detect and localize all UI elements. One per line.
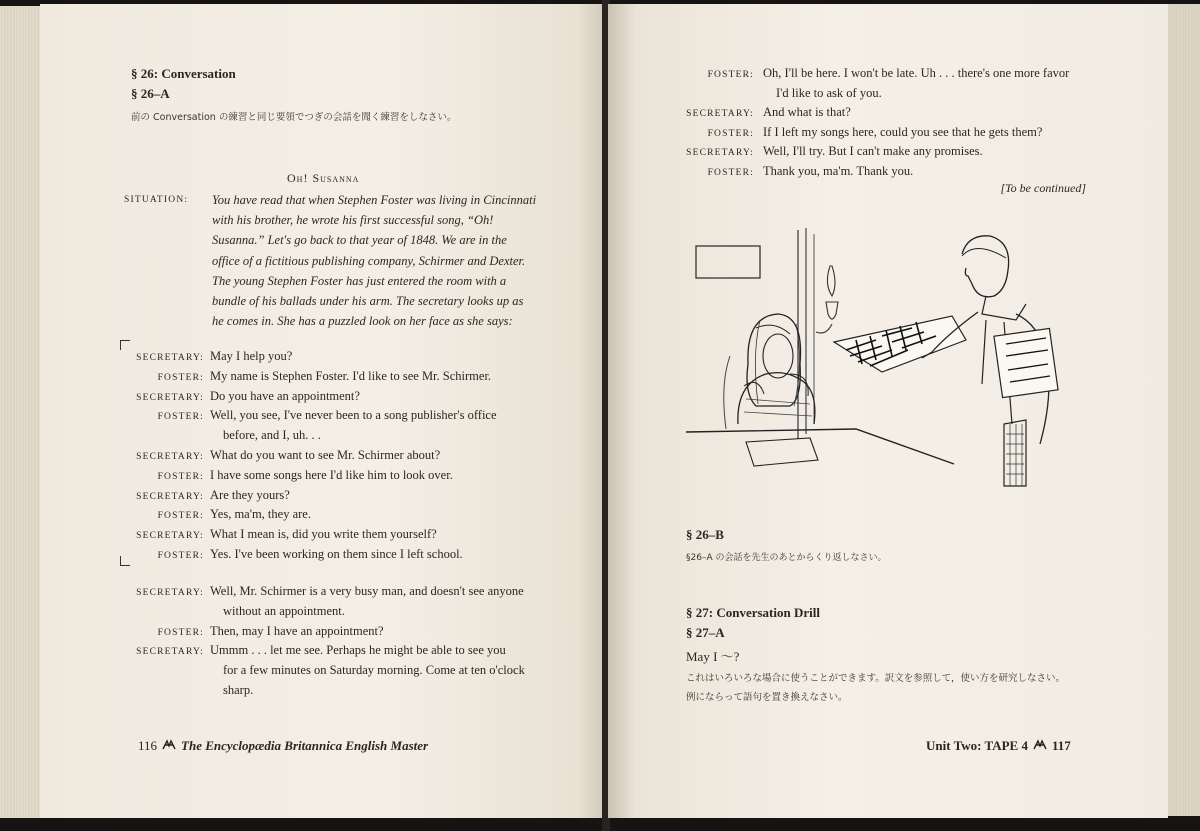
speaker-label: SECRETARY: — [136, 452, 204, 462]
situation-line: Susanna.” Let's go back to that year of 1848. We are in the — [212, 233, 507, 248]
speaker-label: FOSTER: — [157, 372, 204, 383]
speaker-label: SECRETARY: — [686, 109, 754, 119]
dialogue-line: Do you have an appointment? — [210, 388, 360, 403]
section-heading: § 26: Conversation — [131, 66, 236, 81]
speaker-label: SECRETARY: — [136, 588, 204, 598]
page-edges-left — [0, 6, 40, 818]
speaker-label: FOSTER: — [707, 128, 754, 139]
dialogue-line: Yes, ma'm, they are. — [210, 507, 311, 522]
situation-line: The young Stephen Foster has just entered the room with a — [212, 273, 507, 288]
dialogue-line: Well, Mr. Schirmer is a very busy man, and doesn't see anyone — [210, 584, 524, 598]
dialogue-line: Thank you, ma'm. Thank you. — [763, 163, 914, 178]
page-edges-right — [1166, 4, 1200, 816]
left-folio — [138, 738, 428, 754]
speaker-label: FOSTER: — [707, 70, 754, 80]
speaker-label: SECRETARY: — [136, 647, 204, 658]
speaker-label: SECRETARY: — [136, 531, 204, 542]
dialogue-line: Oh, I'll be here. I won't be late. Uh . . . there's one more favor — [763, 66, 1070, 80]
dialogue-line: What do you want to see Mr. Schirmer about? — [210, 448, 441, 462]
situation-label: SITUATION: — [124, 195, 189, 205]
dialogue-line: for a few minutes on Saturday morning. Come at ten o'clock — [223, 663, 525, 678]
dialogue-title: Oh! Susanna — [287, 171, 360, 185]
speaker-label: SECRETARY: — [686, 148, 754, 158]
dialogue-line: I'd like to ask of you. — [776, 85, 882, 100]
situation-line: bundle of his ballads under his arm. The secretary looks up as — [212, 294, 524, 309]
drill-pattern: May I ～? — [686, 649, 740, 664]
bracket-mark-top — [120, 340, 130, 350]
dialogue-line: sharp. — [223, 683, 254, 697]
speaker-label: FOSTER: — [707, 167, 754, 178]
speaker-label: SECRETARY: — [136, 392, 204, 403]
dialogue-line: Well, you see, I've never been to a song publisher's office — [210, 408, 497, 423]
speaker-label: SECRETARY: — [136, 491, 204, 502]
subsection-heading: § 26–A — [131, 86, 170, 101]
jp-26b: §26–A の会話を先生のあとからくり返しなさい。 — [686, 553, 887, 563]
speaker-label: FOSTER: — [157, 551, 204, 561]
dialogue-line: Ummm . . . let me see. Perhaps he might be able to see you — [210, 643, 506, 658]
page-number-117: 117 — [1051, 738, 1071, 753]
section-27a: § 27–A — [686, 625, 725, 640]
situation-line: with his brother, he wrote his first successful song, “Oh! — [212, 213, 494, 228]
jp-27-line1: これはいろいろな場合に使うことができます。訳文を参照して，使い方を研究しなさい。 — [686, 673, 1066, 684]
speaker-label: SECRETARY: — [136, 353, 204, 363]
dialogue-line: Well, I'll try. But I can't make any promises. — [763, 144, 983, 158]
dialogue-line: Yes. I've been working on them since I left school. — [210, 547, 463, 561]
page-number-116: 116 — [138, 738, 158, 753]
section-27-heading: § 27: Conversation Drill — [686, 605, 820, 620]
situation-line: office of a fictitious publishing company, Schirmer and Dexter. — [212, 253, 526, 268]
situation-line: he comes in. She has a puzzled look on her face as she says: — [212, 314, 513, 329]
dialogue-line: And what is that? — [763, 105, 851, 119]
ornament-icon — [1033, 739, 1047, 751]
dialogue-line: without an appointment. — [223, 603, 345, 618]
left-page — [40, 4, 606, 818]
dialogue-line: Are they yours? — [210, 487, 290, 502]
right-page — [608, 4, 1168, 818]
dialogue-line: I have some songs here I'd like him to look over. — [210, 467, 453, 482]
speaker-label: FOSTER: — [157, 412, 204, 423]
section-26b: § 26–B — [686, 527, 724, 542]
dialogue-line: My name is Stephen Foster. I'd like to see Mr. Schirmer. — [210, 368, 492, 383]
illustration — [686, 224, 1086, 494]
right-folio — [926, 738, 1071, 754]
speaker-label: FOSTER: — [157, 627, 204, 638]
situation-line: You have read that when Stephen Foster was living in Cincinnati — [212, 193, 537, 207]
dialogue-line: before, and I, uh. . . — [223, 428, 321, 443]
unit-title: Unit Two: TAPE 4 — [926, 738, 1028, 753]
speaker-label: FOSTER: — [157, 511, 204, 522]
jp-27-line2: 例にならって語句を置き換えなさい。 — [686, 692, 848, 703]
dialogue-line: May I help you? — [210, 349, 293, 363]
situation-text — [212, 190, 536, 331]
speaker-label: FOSTER: — [157, 471, 204, 482]
dialogue-line: If I left my songs here, could you see that he gets them? — [763, 124, 1043, 139]
dialogue-line: What I mean is, did you write them yourself? — [210, 527, 437, 542]
book-title: The Encyclopædia Britannica English Master — [181, 738, 429, 753]
dialogue-line: Then, may I have an appointment? — [210, 623, 384, 638]
ornament-icon — [162, 739, 176, 751]
jp-instruction: 前の Conversation の練習と同じ要領でつぎの会話を聞く練習をしなさい。 — [131, 112, 457, 123]
to-be-continued: [To be continued] — [1000, 181, 1086, 195]
